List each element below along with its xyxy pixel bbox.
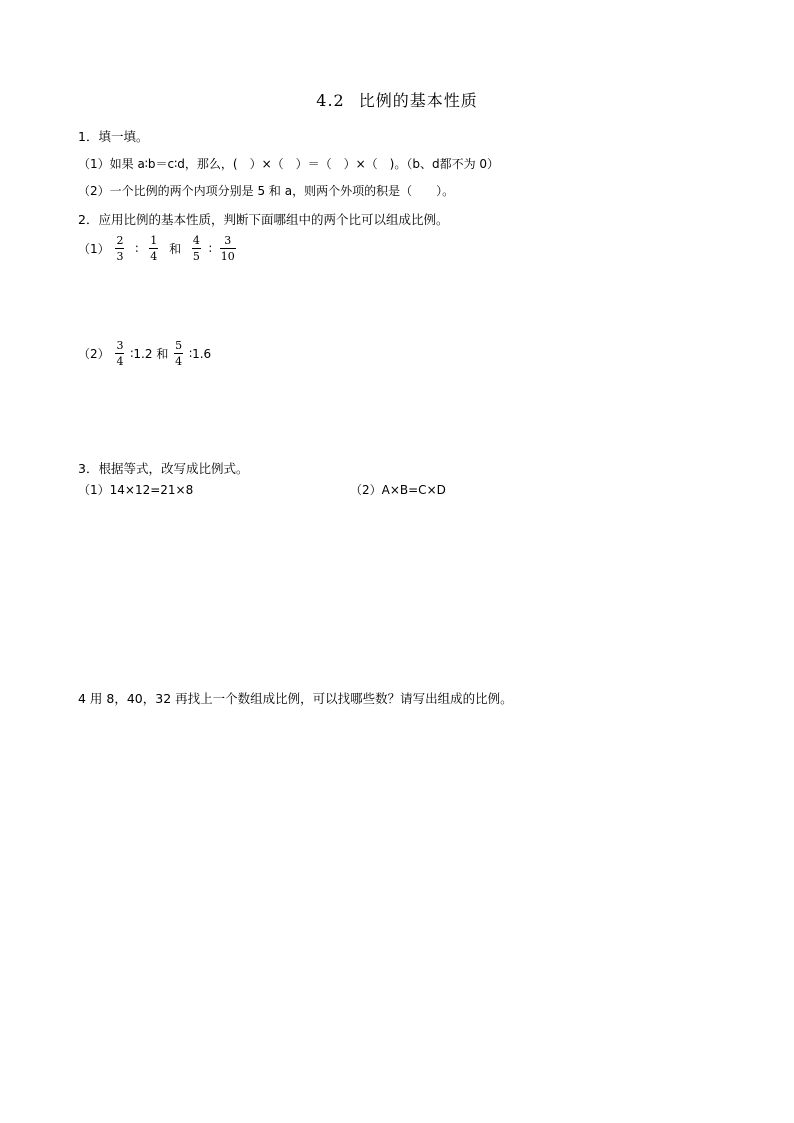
fraction-5-4: $\frac{5}{4}$ — [175, 339, 183, 368]
fraction-1-4: $\frac{1}{4}$ — [150, 234, 158, 263]
q3-item-1: （1）14×12=21×8 — [78, 483, 194, 497]
q1-item-2: （2）一个比例的两个内项分别是 5 和 a，则两个外项的积是（ ）。 — [78, 184, 455, 198]
fraction-4-5: $\frac{4}{5}$ — [192, 234, 200, 263]
q2-heading: 2．应用比例的基本性质，判断下面哪组中的两个比可以组成比例。 — [78, 212, 449, 227]
q2-item-1 — [78, 234, 238, 263]
section-title: 比例的基本性质 — [358, 91, 478, 110]
section-number: 4.2 — [316, 91, 345, 110]
page-title — [0, 88, 794, 111]
ratio-colon: ∶ — [208, 241, 212, 256]
q1-heading: 1．填一填。 — [78, 129, 149, 144]
and-word: 和 — [169, 242, 182, 256]
q1-item-1: （1）如果 a∶b＝c∶d，那么，( ）×（ ）＝（ ）×（ )。（b、d都不为 0） — [78, 157, 500, 171]
q2-item-2 — [78, 339, 211, 368]
ratio-colon: ∶ — [135, 241, 139, 256]
q2-item-2-tail: ∶1.6 — [188, 346, 212, 361]
q3-item-2: （2）A×B=C×D — [350, 483, 446, 497]
fraction-3-10: $\frac{3}{10}$ — [220, 234, 235, 263]
fraction-2-3: $\frac{2}{3}$ — [116, 234, 124, 263]
q2-item-2-middle: ∶1.2 和 — [130, 347, 169, 361]
q2-item-2-label: （2） — [78, 347, 110, 361]
q3-heading: 3．根据等式，改写成比例式。 — [78, 461, 249, 476]
fraction-3-4: $\frac{3}{4}$ — [116, 339, 124, 368]
q4-heading: 4 用 8，40，32 再找上一个数组成比例，可以找哪些数？请写出组成的比例。 — [78, 691, 513, 706]
q2-item-1-label: （1） — [78, 242, 110, 256]
